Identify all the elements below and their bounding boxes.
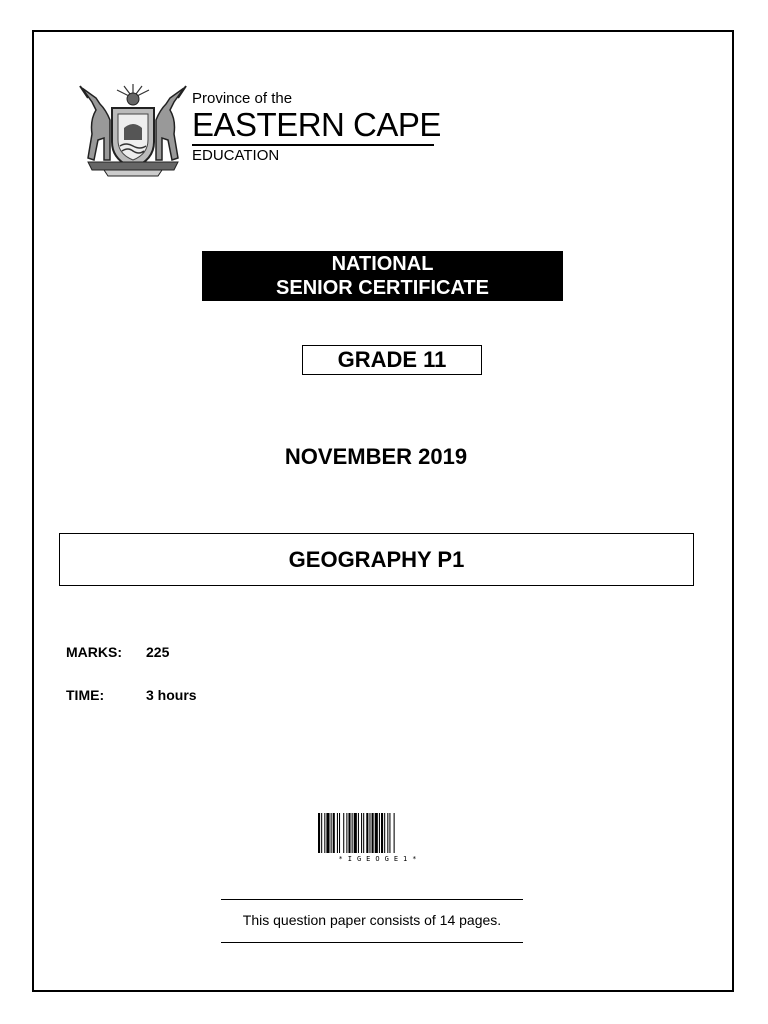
barcode-bar (366, 813, 368, 853)
barcode-bar (369, 813, 370, 853)
barcode-bar (321, 813, 322, 853)
coat-of-arms-icon (74, 80, 192, 178)
barcode-bar (387, 813, 388, 853)
footer-rule-bottom (221, 942, 523, 943)
barcode-bar (381, 813, 383, 853)
subject-title: GEOGRAPHY P1 (59, 533, 694, 586)
time-value: 3 hours (146, 687, 197, 703)
barcode-bar (348, 813, 350, 853)
barcode-bar (375, 813, 378, 853)
certificate-title-banner (202, 251, 563, 301)
barcode-bar (352, 813, 353, 853)
barcode-bar (337, 813, 338, 853)
grade-label: GRADE 11 (302, 345, 482, 375)
barcode-bar (343, 813, 344, 853)
page-count-note: This question paper consists of 14 pages. (242, 912, 502, 928)
barcode-bar (389, 813, 390, 853)
logo-department-name: EDUCATION (192, 147, 280, 164)
barcode-bar (333, 813, 335, 853)
time-label: TIME: (66, 687, 105, 703)
barcode-bar (372, 813, 374, 853)
barcode-bar (354, 813, 357, 853)
certificate-title-line1: NATIONAL (331, 253, 434, 275)
barcode-bar (324, 813, 325, 853)
certificate-title-line2: SENIOR CERTIFICATE (276, 277, 489, 299)
barcode-bar (318, 813, 320, 853)
exam-date: NOVEMBER 2019 (284, 444, 468, 469)
barcode-bar (346, 813, 347, 853)
marks-row (66, 644, 169, 660)
barcode-caption: *IGEOGE1* (338, 855, 422, 863)
logo-province-name: EASTERN CAPE (192, 106, 441, 143)
barcode-bar (339, 813, 340, 853)
barcode-bar (384, 813, 385, 853)
barcode-bar (358, 813, 359, 853)
barcode-bar (379, 813, 380, 853)
marks-label: MARKS: (66, 644, 122, 660)
logo-wordmark (192, 90, 441, 166)
barcode-bar (326, 813, 329, 853)
logo-province-label: Province of the (192, 90, 293, 107)
marks-value: 225 (146, 644, 170, 660)
barcode-bar (394, 813, 395, 853)
barcode-bar (363, 813, 364, 853)
barcode-bar (331, 813, 332, 853)
footer-rule-top (221, 899, 523, 900)
barcode-bar (361, 813, 362, 853)
time-row (66, 687, 197, 703)
department-logo (74, 80, 444, 180)
